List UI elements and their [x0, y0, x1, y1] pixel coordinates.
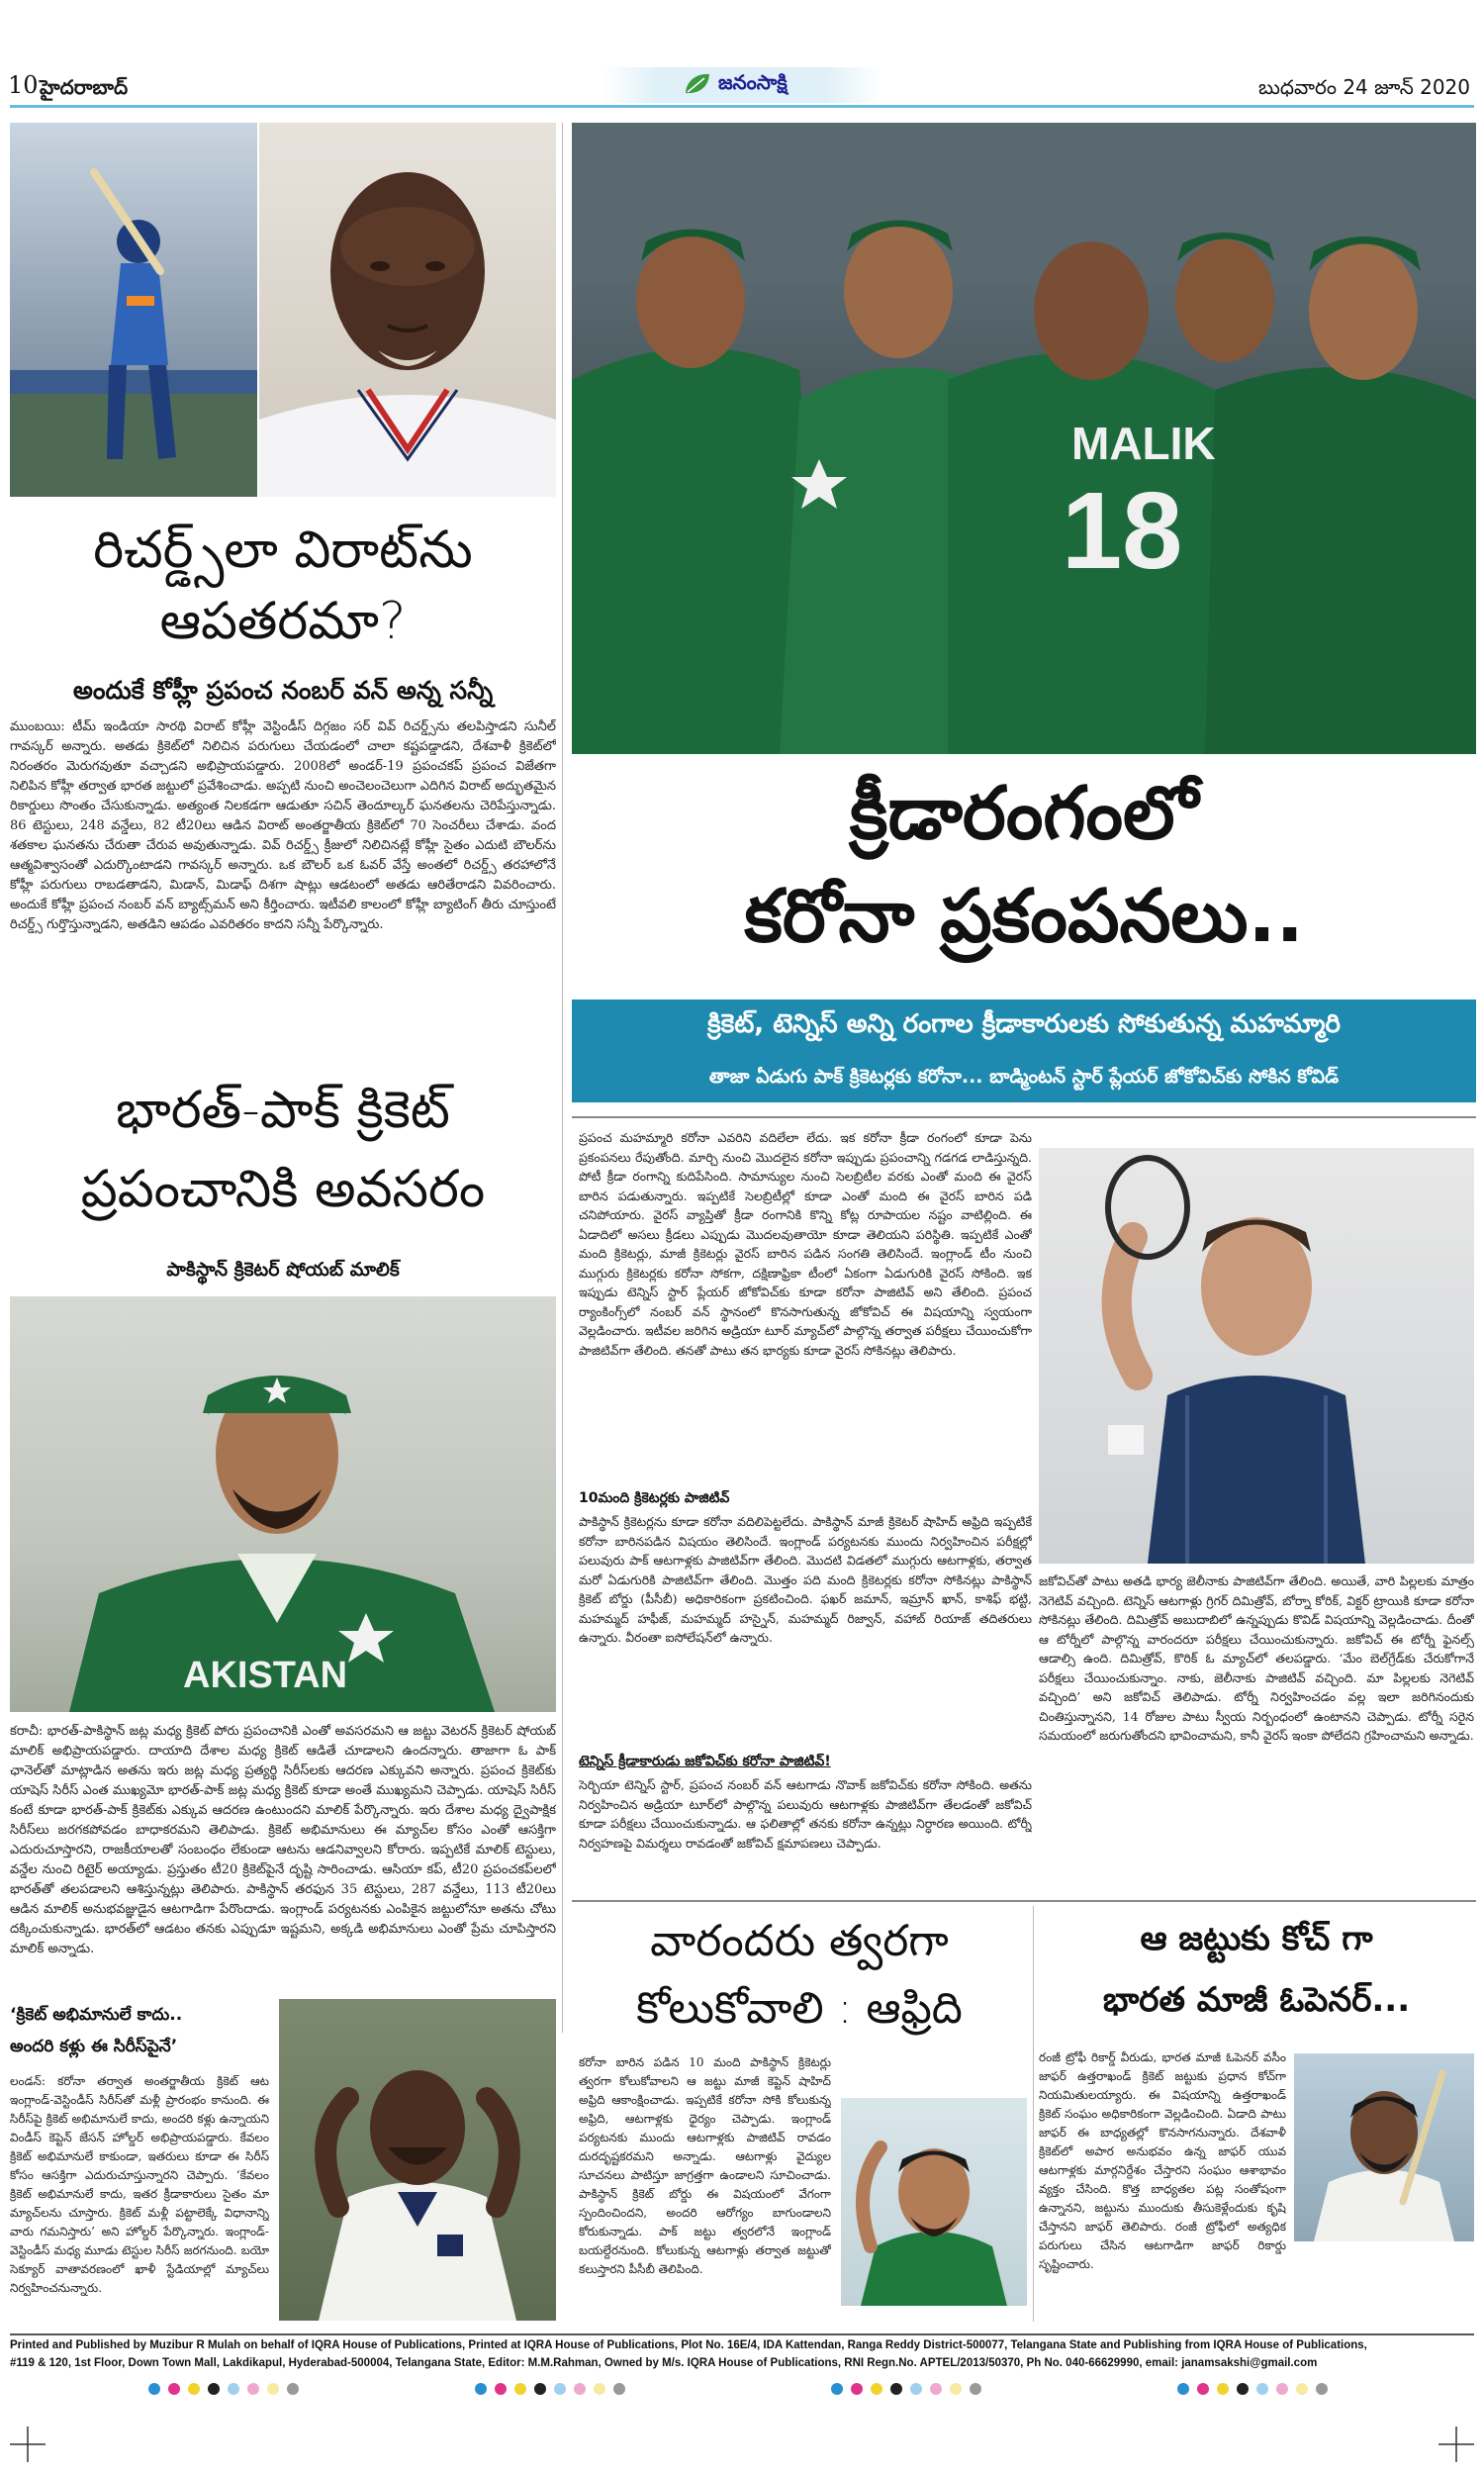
lead-body-right: జకోవిచ్‌తో పాటు అతడి భార్య జెలీనాకు పాజిటివ్‌గా తేలింది. అయితే, వారి పిల్లలకు మాత్రం నెగెటివ్ వచ్చింది. టెన్నిస్ ఆటగాళ్లు గ్రిగర్ దిమిత్రోవ్, బోర్నా కోరిక్, విక్టర్ ట్రాయికి కూడా కరోనా సోకినట్లు తేలింది. దిమిత్రోవ్ అబుదాబిలో ఉన్నప్పుడు కొవిడ్ విషయాన్ని వెల్లడించాడు. దీంతో ఆ టోర్నీలో పాల్గొన్న వారందరూ పరీక్షలు చేయించుకున్నారు. జకోవిచ్ ఈ టోర్నీ ఫైనల్స్ ఆడాల్సి ఉంది. దిమిత్రోవ్, కొరిక్ ఓ మ్యాచ్‌లో తలపడ్డారు. ‘మేం బెల్‌గ్రేడ్‌కు చేరుకోగానే పరీక్షలు చేయించుకున్నాం. నాకు, జెలీనాకు పాజిటివ్ వచ్చింది. మా పిల్లలకు నెగెటివ్ వచ్చింది’ అని జకోవిచ్ తెలిపాడు. టోర్నీ నిర్వహించడం వల్ల ఇలా జరిగినందుకు చింతిస్తున్నానని, 14 రోజుల పాటు స్వీయ నిర్బంధంలో ఉంటానని చెప్పాడు. టోర్నీ సరైన సమయంలో జరుగుతోందని భావించామని, కానీ వైరస్ ఇంకా పోలేదని గ్రహించామని అన్నాడు. — [1039, 1573, 1474, 1743]
afridi-headline-line1: వారందరు త్వరగా — [650, 1916, 949, 1966]
column-divider — [562, 123, 563, 2033]
richards-body: ముంబయి: టీమ్ ఇండియా సారథి విరాట్ కోహ్లీ వెస్టిండీస్ దిగ్గజం సర్ వివ్ రిచర్డ్స్‌ను తలపిస్తాడని సునీల్ గావస్కర్ అన్నారు. అతడు క్రికెట్‌లో నిలిచిన పరుగులు చేయడంలో చాలా కష్టపడ్డాడని, దేశవాళీ క్రికెట్‌లో నిరంతరం మెరుగవుతూ వచ్చాడని అభిప్రాయపడ్డారు. 2008లో అండర్‌-19 ప్రపంచకప్ ప్రపంచ విజేతగా నిలిపిన కోహ్లీ తర్వాత భారత జట్టులో ప్రవేశించాడు. అప్పటి నుంచి అంచెలంచెలుగా ఎదిగిన విరాట్ అద్భుతమైన రికార్డులు సొంతం చేసుకున్నాడు. అత్యంత నిలకడగా ఆడుతూ సచిన్ తెందూల్కర్ ఘనతలను చెరిపేస్తున్నాడు. 86 టెస్టులు, 248 వన్డేలు, 82 టీ20లు ఆడిన విరాట్ అంతర్జాతీయ క్రికెట్‌లో 70 సెంచరీలు చేశాడు. వంద శతకాల ఘనతను చేరుతా చేరువ అవుతున్నాడు. వివ్ రిచర్డ్స్ క్రీజులో నిలిచినట్లే కోహ్లీ సైతం ఎదుటి బౌలర్‌ను ఆత్మవిశ్వాసంతో ఎదుర్కొంటాడని గావస్కర్ అన్నారు. ఒక బౌలర్ ఒక ఓవర్ వేస్తే అంతలో రిచర్డ్స్ తరహాలోనే కోహ్లీ పరుగులు రాబడతాడని, మిడాన్, మిడాఫ్ దిశగా షాట్లు ఆడటంలో అతడు ఆరితేరాడని వివరించారు. అందుకే కోహ్లీ ప్రపంచ నంబర్ వన్ బ్యాట్స్‌మన్ అని కీర్తించారు. ఇటీవలి కాలంలో కోహ్లీ బ్యాటింగ్ తీరు చూస్తుంటే రిచర్డ్స్ గుర్తొస్తున్నాడని, అతడిని ఆపడం ఎవరితరం కాదని సన్నీ పేర్కొన్నారు. — [10, 719, 556, 932]
holder-quote — [10, 1999, 267, 2062]
edition-label: హైదరాబాద్ — [40, 75, 129, 99]
masthead — [0, 67, 1484, 111]
djokovic-photo — [1039, 1148, 1474, 1564]
lead-strap-main-text: క్రికెట్, టెన్నిస్ అన్ని రంగాల క్రీడాకారులకు సోకుతున్న మహమ్మారి — [707, 1009, 1341, 1039]
lead-strap-sub — [572, 1055, 1476, 1102]
lead-section-2-heading: టెన్నిస్ క్రీడాకారుడు జకోవిచ్‌కు కరోనా పాజిటివ్! — [579, 1754, 831, 1769]
footer-rule — [10, 2333, 1474, 2335]
issue-date: బుధవారం 24 జూన్ 2020 — [1257, 75, 1470, 99]
logo — [683, 69, 788, 99]
jersey-number-text: 18 — [1062, 470, 1183, 592]
registration-mark-left-icon — [8, 2425, 47, 2464]
page-number: 10 — [8, 71, 39, 99]
afridi-jaffer-divider — [1033, 1906, 1034, 2322]
richards-headline-line2: ఆపతరమా? — [159, 592, 407, 651]
jersey-pakistan-text: AKISTAN — [183, 1655, 348, 1696]
shoaib-malik-photo — [10, 1296, 556, 1712]
england-player-photo — [279, 1999, 556, 2321]
jaffer-headline-line1: ఆ జట్టుకు కోచ్ గా — [1140, 1919, 1373, 1958]
jaffer-body: రంజీ ట్రోఫీ రికార్డ్ వీరుడు, భారత మాజీ ఓపెనర్ వసీం జాఫర్ ఉత్తరాఖండ్ క్రికెట్ జట్టుకు ప్రధాన కోచ్‌గా నియమితులయ్యారు. ఈ విషయాన్ని ఉత్తరాఖండ్ క్రికెట్ సంఘం అధికారికంగా వెల్లడించింది. ఏడాది పాటు జాఫర్ ఈ బాధ్యతల్లో కొనసాగనున్నారు. దేశవాళీ క్రికెట్‌లో అపార అనుభవం ఉన్న జాఫర్ యువ ఆటగాళ్లకు మార్గనిర్దేశం చేస్తారని సంఘం ఆశాభావం వ్యక్తం చేసింది. కొత్త బాధ్యతల పట్ల సంతోషంగా ఉన్నానని, జట్టును ముందుకు తీసుకెళ్లేందుకు కృషి చేస్తానని జాఫర్ తెలిపారు. రంజీ ట్రోఫీలో అత్యధిక పరుగులు చేసిన ఆటగాడిగా జాఫర్ రికార్డు సృష్టించారు. — [1039, 2050, 1286, 2271]
lead-strap-rule — [572, 1116, 1476, 1118]
afridi-photo — [841, 2098, 1027, 2306]
lead-headline — [572, 762, 1476, 968]
richards-headline — [10, 515, 556, 657]
imprint-line: Printed and Published by Muzibur R Mulah on behalf of IQRA House of Publications, Printed at IQRA House of Publications, Plot No. 16E/4, IDA Kattendan, Ranga Reddy District-500077, Telangana State and Publishing from IQRA House of Publications, — [10, 2339, 1367, 2351]
shoaib-headline-line1: భారత్-పాక్ క్రికెట్ — [116, 1081, 450, 1140]
jaffer-headline — [1039, 1908, 1474, 2031]
shoaib-byline: పాకిస్థాన్ క్రికెటర్ షోయబ్ మాలిక్ — [166, 1259, 400, 1281]
lead-strap-sub-text: తాజా ఏడుగు పాక్ క్రికెటర్లకు కరోనా... బాడ్మింటన్ స్టార్ ప్లేయర్ జోకోవిచ్‌కు సోకిన కోవిడ్ — [708, 1065, 1340, 1088]
jersey-name-text: MALIK — [1071, 418, 1216, 469]
afridi-body: కరోనా బారిన పడిన 10 మంది పాకిస్థాన్ క్రికెటర్లు త్వరగా కోలుకోవాలని ఆ జట్టు మాజీ కెప్టెన్ షాహిద్ అఫ్రిది ఆకాంక్షించాడు. ఇప్పటికే కరోనా సోకి కోలుకున్న అఫ్రిది, ఆటగాళ్లకు ధైర్యం చెప్పాడు. ఇంగ్లాండ్ పర్యటనకు ముందు ఆటగాళ్లకు పాజిటివ్ రావడం దురదృష్టకరమని అన్నాడు. ఆటగాళ్లు వైద్యుల సూచనలు పాటిస్తూ జాగ్రత్తగా ఉండాలని సూచించాడు. పాకిస్థాన్ క్రికెట్ బోర్డు ఈ విషయంలో వేగంగా స్పందించిందని, అందరి ఆరోగ్యం బాగుండాలని కోరుకున్నాడు. పాక్ జట్టు త్వరలోనే ఇంగ్లాండ్ బయల్దేరనుంది. కోలుకున్న ఆటగాళ్లు తర్వాత జట్టుతో కలుస్తారని పీసీబీ తెలిపింది. — [579, 2055, 831, 2276]
lead-section-2-body: సెర్బియా టెన్నిస్ స్టార్, ప్రపంచ నంబర్ వన్ ఆటగాడు నొవాక్ జకోవిచ్‌కు కరోనా సోకింది. అతను నిర్వహించిన అడ్రియా టూర్‌లో పాల్గొన్న పలువురు ఆటగాళ్లకు పాజిటివ్‌గా తేలడంతో జకోవిచ్ కూడా పరీక్షలు చేయించుకున్నాడు. ఆ ఫలితాల్లో తనకు కరోనా ఉన్నట్లు నిర్ధారణ అయింది. టోర్నీ నిర్వహణపై విమర్శలు రావడంతో జకోవిచ్ క్షమాపణలు చెప్పాడు. — [579, 1777, 1032, 1851]
color-registration-strip — [148, 2383, 1336, 2397]
afridi-headline-line2: కోలుకోవాలి : ఆఫ్రిది — [636, 1983, 963, 2034]
lead-body-left: ప్రపంచ మహమ్మారి కరోనా ఎవరిని వదిలేలా లేదు. ఇక కరోనా క్రీడా రంగంలో కూడా పెను ప్రకంపనలు రేపుతోంది. మార్చి నుంచి మొదలైన కరోనా ఇప్పుడు ప్రపంచాన్ని గడగడ లాడిస్తున్నది. పోటీ క్రీడా రంగాన్ని కుదిపేసింది. సామాన్యుల నుంచి సెలబ్రిటీల వరకు ఎంతో మంది ఈ వైరస్ బారిన పడుతున్నారు. ఇప్పటికే సెలబ్రిటీల్లో కూడా ఎంతో మంది ఈ వైరస్ బారిన పడి చనిపోయారు. వైరస్ వ్యాప్తితో క్రీడా రంగానికి కొన్ని కోట్ల రూపాయల నష్టం వాటిల్లింది. ఈ ఏడాదిలో అసలు క్రీడలు ఎప్పుడు మొదలవుతాయో కూడా తెలియని పరిస్థితి. ఇప్పటికే ఎంతో మంది క్రికెటర్లు, మాజీ క్రికెటర్లు వైరస్ బారిన పడిన సంగతి తెలిసిందే. ఇంగ్లాండ్ టీం నుంచి ముగ్గురు క్రికెటర్లకు కరోనా సోకగా, దక్షిణాఫ్రికా టీంలో ఏకంగా ఏడుగురికి వైరస్ సోకింది. ఇక ఇప్పుడు టెన్నిస్ స్టార్ ప్లేయర్ జోకోవిచ్‌కు కూడా కరోనా పాజిటివ్ అని తేలింది. ప్రపంచ ర్యాంకింగ్స్‌లో నంబర్ వన్ స్థానంలో కొనసాగుతున్న జోకోవిచ్ ఈ విషయాన్ని స్వయంగా వెల్లడించారు. ఇటీవల జరిగిన అడ్రియా టూర్ మ్యాచ్‌లో పాల్గొన్న తర్వాత పరీక్షలు చేయించుకోగా పాజిటివ్‌గా తేలింది. తనతో పాటు తన భార్యకు కూడా వైరస్ సోకినట్లు తెలిపారు. — [579, 1130, 1032, 1358]
masthead-rule — [10, 105, 1474, 108]
pakistan-team-celebration-photo — [572, 123, 1476, 754]
jaffer-photo — [1294, 2053, 1474, 2241]
richards-portrait-photo — [259, 123, 556, 497]
richards-headline-line1: రిచర్డ్స్‌లా విరాట్‌ను — [93, 521, 473, 580]
shoaib-headline — [10, 1071, 556, 1229]
holder-quote-line2: అందరి కళ్లు ఈ సిరీస్‌పైనే’ — [10, 2037, 178, 2056]
richards-subhead: అందుకే కోహ్లీ ప్రపంచ నంబర్ వన్ అన్న సన్నీ — [72, 676, 494, 705]
lead-section-1-heading: 10మంది క్రికెటర్లకు పాజిటివ్ — [579, 1490, 730, 1506]
imprint-line-2: #119 & 120, 1st Floor, Down Town Mall, Lakdikapul, Hyderabad-500004, Telangana State, Editor: M.M.Rahman, Owned by M/s. IQRA House of Publications, RNI Regn.No. APTEL/2013/50370, Ph No. 040-66629990, email: janamsakshi@gmail.com — [10, 2357, 1318, 2369]
holder-body: లండన్: కరోనా తర్వాత అంతర్జాతీయ క్రికెట్ ఆట ఇంగ్లాండ్-వెస్టిండీస్ సిరీస్‌తో మళ్లీ ప్రారంభం కానుంది. ఈ సిరీస్‌పై క్రికెట్ అభిమానులే కాదు, అందరి కళ్లు ఉన్నాయని విండీస్ కెప్టెన్ జేసన్ హోల్డర్ అభిప్రాయపడ్డారు. కేవలం క్రికెట్ అభిమానులే కాకుండా, ఇతరులు కూడా ఈ సిరీస్ కోసం ఆసక్తిగా ఎదురుచూస్తున్నారని చెప్పారు. ‘కేవలం క్రికెట్ అభిమానులే కాదు, ఇతర క్రీడాకారులు సైతం మా మ్యాచ్‌లను చూస్తారు. క్రికెట్ మళ్లీ పట్టాలెక్కే విధానాన్ని వారు గమనిస్తారు’ అని హోల్డర్ పేర్కొన్నారు. ఇంగ్లాండ్-వెస్టిండీస్ మధ్య మూడు టెస్టుల సిరీస్ జరగనుంది. బయో సెక్యూర్ వాతావరణంలో ఖాళీ స్టేడియాల్లో మ్యాచ్‌లు నిర్వహించనున్నారు. — [10, 2074, 269, 2295]
registration-mark-right-icon — [1437, 2425, 1476, 2464]
leaf-logo-icon — [683, 71, 712, 97]
shoaib-headline-line2: ప్రపంచానికి అవసరం — [80, 1160, 486, 1219]
lead-headline-line2: కరోనా ప్రకంపనలు.. — [744, 874, 1304, 959]
lead-headline-line1: క్రీడారంగంలో — [849, 771, 1199, 856]
lead-bottom-rule — [572, 1900, 1476, 1902]
kohli-batting-photo — [10, 123, 257, 497]
jaffer-headline-line2: భారత మాజీ ఓపెనర్... — [1102, 1980, 1411, 2020]
afridi-headline — [572, 1908, 1027, 2043]
lead-section-1-body: పాకిస్థాన్ క్రికెటర్లను కూడా కరోనా వదిలిపెట్టలేదు. పాకిస్థాన్ మాజీ క్రికెటర్ షాహిద్ అఫ్రిది ఇప్పటికే కరోనా బారినపడిన విషయం తెలిసిందే. ఇంగ్లాండ్ పర్యటనకు ముందు నిర్వహించిన పరీక్షల్లో పలువురు పాక్ ఆటగాళ్లకు పాజిటివ్‌గా తేలింది. మొదటి విడతలో ముగ్గురు ఆటగాళ్లకు, తర్వాత మరో ఏడుగురికి పాజిటివ్‌గా తేలింది. మొత్తం పది మంది క్రికెటర్లకు కరోనా సోకినట్లు పాకిస్థాన్ క్రికెట్ బోర్డు (పీసీబీ) అధికారికంగా ప్రకటించింది. ఫఖర్ జమాన్, ఇమ్రాన్ ఖాన్, కాశిఫ్ భట్టి, మహమ్మద్ హఫీజ్, మహమ్మద్ హస్నైన్, మహమ్మద్ రిజ్వాన్, వహాబ్ రియాజ్ తదితరులు ఉన్నారు. వీరంతా ఐసోలేషన్‌లో ఉన్నారు. — [579, 1514, 1032, 1645]
holder-quote-line1: ‘క్రికెట్ అభిమానులే కాదు.. — [10, 2005, 183, 2025]
lead-strap-main — [572, 1000, 1476, 1055]
shoaib-body: కరాచీ: భారత్-పాకిస్థాన్ జట్ల మధ్య క్రికెట్ పోరు ప్రపంచానికి ఎంతో అవసరమని ఆ జట్టు వెటరన్ క్రికెటర్ షోయబ్ మాలిక్ అభిప్రాయపడ్డారు. దాయాది దేశాల మధ్య క్రికెట్ ఆడితే చూడాలని ఉందన్నారు. తాజాగా ఓ పాక్ ఛానెల్‌తో మాట్లాడిన అతను ఇరు జట్ల మధ్య ప్రత్యర్థి సిరీస్‌లకు ఆదరణ ఎక్కువని అన్నారు. ప్రపంచ క్రికెట్‌కు యాషెస్ సిరీస్ ఎంత ముఖ్యమో భారత్-పాక్ జట్ల మధ్య క్రికెట్ కూడా అంతే ముఖ్యమని చెప్పాడు. యాషెస్ సిరీస్ కంటే కూడా భారత్-పాక్ క్రికెట్‌కు ఎక్కువ ఆదరణ ఉంటుందని మాలిక్ పేర్కొన్నారు. ఇరు దేశాల మధ్య ద్వైపాక్షిక సిరీస్‌లు జరగకపోవడం బాధాకరమని తెలిపాడు. క్రికెట్ అభిమానులు ఈ మ్యాచ్‌ల కోసం ఎంతో ఆసక్తిగా ఎదురుచూస్తారని, రాజకీయాలతో సంబంధం లేకుండా ఆటను ఆడనివ్వాలని కోరారు. ఇప్పటికే మాలిక్ టెస్టులు, వన్డేల నుంచి రిటైర్ అయ్యాడు. ప్రస్తుతం టీ20 క్రికెట్‌పైనే దృష్టి సారించాడు. ఆసియా కప్, టీ20 ప్రపంచకప్‌లలో భారత్‌తో తలపడాలని ఆశిస్తున్నట్లు తెలిపారు. పాకిస్థాన్ తరఫున 35 టెస్టులు, 287 వన్డేలు, 113 టీ20లు ఆడిన మాలిక్ అనుభవజ్ఞుడైన ఆటగాడిగా పేరొందాడు. ఇంగ్లాండ్ పర్యటనకు ఎంపికైన జట్టులోనూ అతను చోటు దక్కించుకున్నాడు. భారత్‌లో ఆడటం తనకు ఎప్పుడూ ఇష్టమని, అక్కడి అభిమానులు ఎంతో ప్రేమ చూపిస్తారని మాలిక్ అన్నాడు. — [10, 1724, 556, 1956]
logo-text: జనంసాక్షి — [718, 69, 788, 94]
